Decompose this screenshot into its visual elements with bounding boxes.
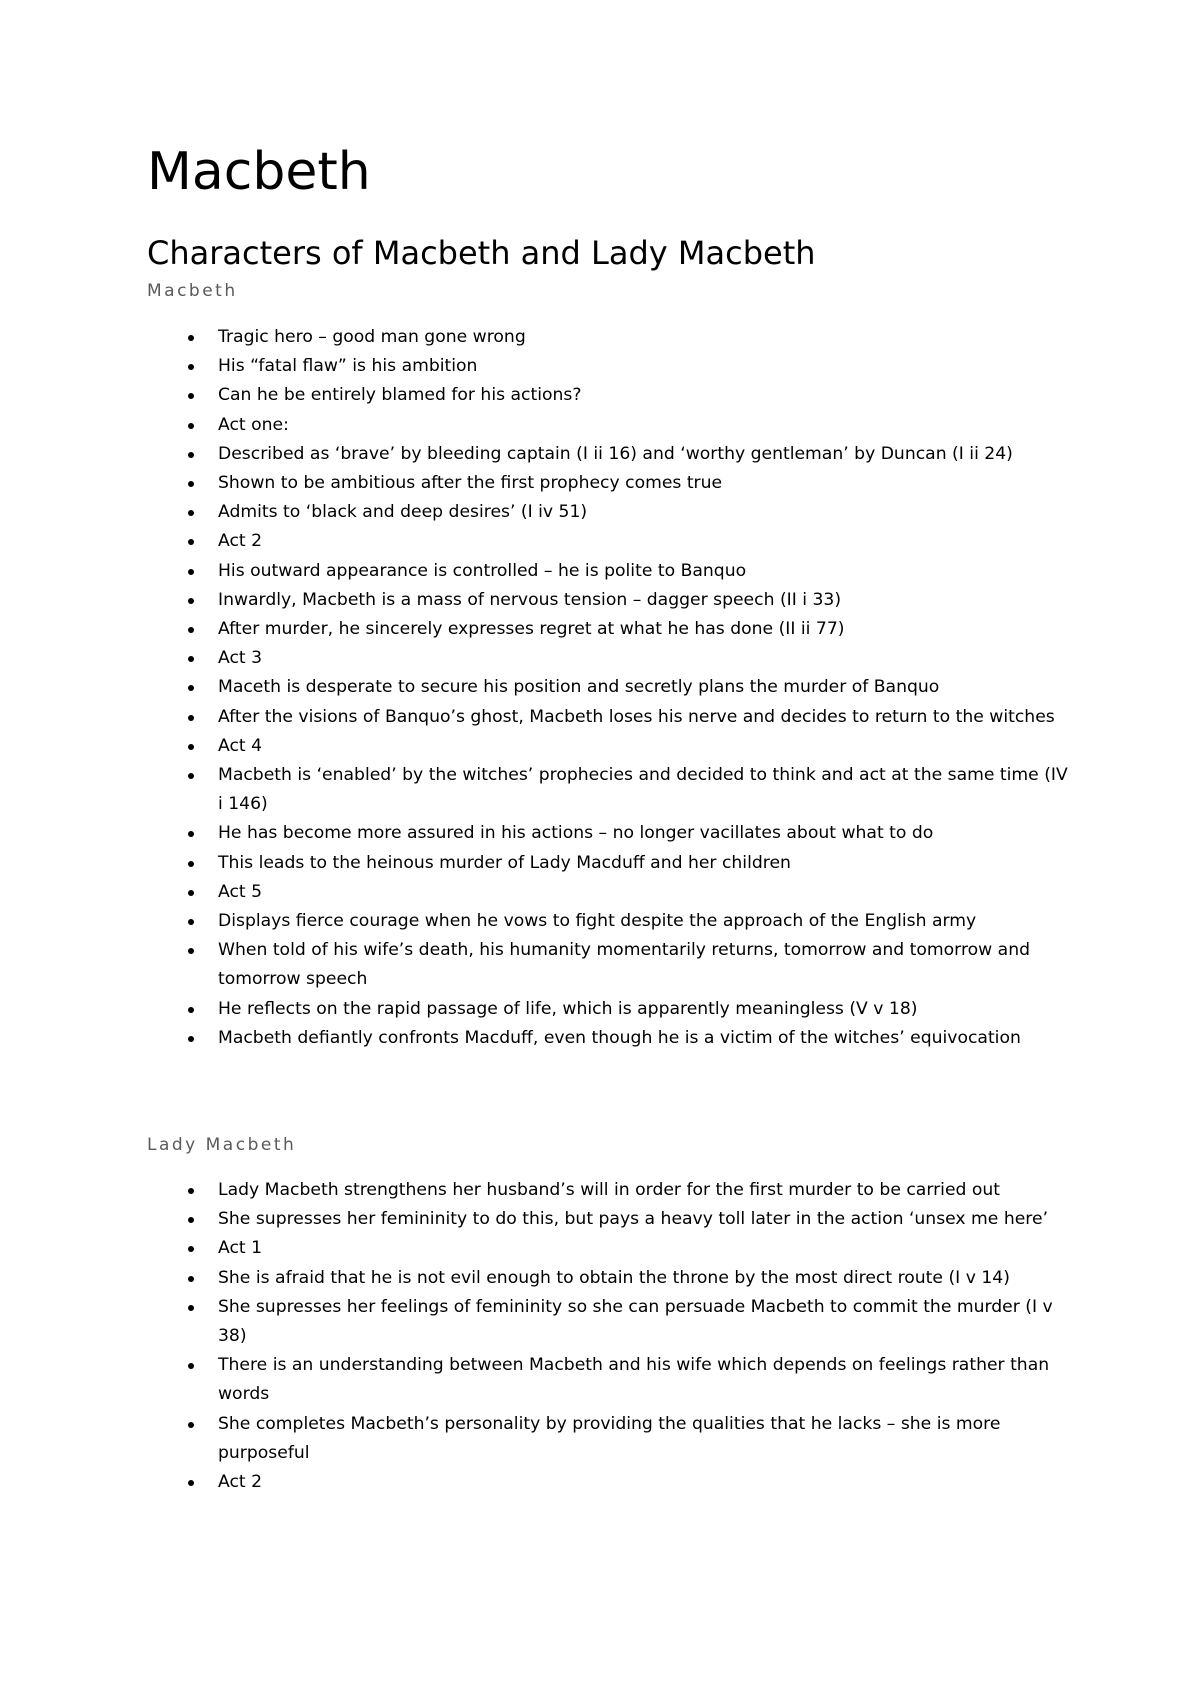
list-item-text: Act 5 xyxy=(218,881,263,902)
list-item xyxy=(188,673,1068,702)
list-item xyxy=(188,323,1068,352)
list-item-text: After murder, he sincerely expresses regret at what he has done (II ii 77) xyxy=(218,619,845,640)
list-item-text: Act 3 xyxy=(218,648,263,669)
list-item-text: Act one: xyxy=(218,414,289,435)
bullet-point-icon xyxy=(188,335,194,341)
list-item-text: Described as ‘brave’ by bleeding captain (I ii 16) and ‘worthy gentleman’ by Duncan (I ii 24) xyxy=(218,443,1013,464)
list-item xyxy=(188,1205,1068,1234)
list-item xyxy=(188,1024,1068,1053)
list-item xyxy=(188,557,1068,586)
list-item-text: This leads to the heinous murder of Lady Macduff and her children xyxy=(218,852,791,873)
bullet-list-lady-macbeth xyxy=(188,1176,1068,1497)
bullet-point-icon xyxy=(188,393,194,399)
list-item-text: She is afraid that he is not evil enough to obtain the throne by the most direct route (I v 14) xyxy=(218,1267,1010,1288)
list-item xyxy=(188,1468,1068,1497)
list-item xyxy=(188,615,1068,644)
bullet-point-icon xyxy=(188,510,194,516)
bullet-point-icon xyxy=(188,569,194,575)
list-item xyxy=(188,995,1068,1024)
list-item xyxy=(188,440,1068,469)
list-item-text: When told of his wife’s death, his humanity momentarily returns, tomorrow and tomorrow and tomorrow speech xyxy=(218,940,1031,990)
list-item xyxy=(188,1264,1068,1293)
list-item xyxy=(188,878,1068,907)
bullet-point-icon xyxy=(188,481,194,487)
list-item-text: Can he be entirely blamed for his actions? xyxy=(218,385,582,406)
list-item-text: Act 4 xyxy=(218,735,263,756)
bullet-point-icon xyxy=(188,1480,194,1486)
bullet-point-icon xyxy=(188,1217,194,1223)
list-item-text: She completes Macbeth’s personality by providing the qualities that he lacks – she is more purposeful xyxy=(218,1413,1001,1463)
bullet-point-icon xyxy=(188,861,194,867)
document-subtitle: Characters of Macbeth and Lady Macbeth xyxy=(147,234,816,272)
bullet-point-icon xyxy=(188,423,194,429)
bullet-point-icon xyxy=(188,715,194,721)
list-item-text: Maceth is desperate to secure his position and secretly plans the murder of Banquo xyxy=(218,677,940,698)
list-item-text: Act 2 xyxy=(218,531,263,552)
list-item xyxy=(188,586,1068,615)
section-heading-lady-macbeth: Lady Macbeth xyxy=(147,1135,297,1155)
list-item xyxy=(188,1293,1068,1351)
list-item xyxy=(188,1410,1068,1468)
bullet-point-icon xyxy=(188,948,194,954)
bullet-point-icon xyxy=(188,1188,194,1194)
list-item-text: Displays fierce courage when he vows to fight despite the approach of the English army xyxy=(218,911,977,932)
bullet-point-icon xyxy=(188,1036,194,1042)
list-item xyxy=(188,819,1068,848)
list-item xyxy=(188,498,1068,527)
bullet-point-icon xyxy=(188,685,194,691)
bullet-point-icon xyxy=(188,539,194,545)
list-item xyxy=(188,1234,1068,1263)
list-item xyxy=(188,411,1068,440)
list-item-text: Inwardly, Macbeth is a mass of nervous tension – dagger speech (II i 33) xyxy=(218,589,842,610)
bullet-point-icon xyxy=(188,364,194,370)
bullet-list-macbeth xyxy=(188,323,1068,1053)
section-heading-macbeth: Macbeth xyxy=(147,281,238,301)
list-item xyxy=(188,703,1068,732)
bullet-point-icon xyxy=(188,1305,194,1311)
list-item-text: Act 1 xyxy=(218,1238,263,1259)
bullet-point-icon xyxy=(188,1276,194,1282)
list-item xyxy=(188,1176,1068,1205)
list-item xyxy=(188,381,1068,410)
document-title: Macbeth xyxy=(147,142,371,202)
list-item-text: There is an understanding between Macbeth and his wife which depends on feelings rather than words xyxy=(218,1355,1050,1405)
list-item xyxy=(188,352,1068,381)
bullet-point-icon xyxy=(188,452,194,458)
list-item-text: Admits to ‘black and deep desires’ (I iv 51) xyxy=(218,502,588,523)
bullet-point-icon xyxy=(188,1422,194,1428)
list-item-text: Tragic hero – good man gone wrong xyxy=(218,327,526,347)
list-item xyxy=(188,732,1068,761)
list-item xyxy=(188,849,1068,878)
bullet-point-icon xyxy=(188,627,194,633)
list-item-text: She supresses her feelings of femininity so she can persuade Macbeth to commit the murder (I v 38) xyxy=(218,1296,1053,1347)
bullet-point-icon xyxy=(188,919,194,925)
bullet-point-icon xyxy=(188,1007,194,1013)
list-item-text: Act 2 xyxy=(218,1472,263,1493)
list-item xyxy=(188,761,1068,819)
bullet-point-icon xyxy=(188,1246,194,1252)
bullet-point-icon xyxy=(188,598,194,604)
list-item-text: Lady Macbeth strengthens her husband’s will in order for the first murder to be carried out xyxy=(218,1180,1001,1200)
list-item-text: Macbeth defiantly confronts Macduff, even though he is a victim of the witches’ equivocation xyxy=(218,1027,1021,1048)
list-item-text: Shown to be ambitious after the first prophecy comes true xyxy=(218,473,723,494)
list-item-text: His outward appearance is controlled – he is polite to Banquo xyxy=(218,560,747,581)
list-item xyxy=(188,469,1068,498)
list-item-text: Macbeth is ‘enabled’ by the witches’ prophecies and decided to think and act at the same time (IV i 146) xyxy=(218,765,1068,815)
list-item xyxy=(188,936,1068,994)
list-item xyxy=(188,907,1068,936)
list-item xyxy=(188,644,1068,673)
bullet-point-icon xyxy=(188,773,194,779)
list-item-text: He reflects on the rapid passage of life, which is apparently meaningless (V v 18) xyxy=(218,998,918,1019)
list-item-text: She supresses her femininity to do this, but pays a heavy toll later in the action ‘unsex me here’ xyxy=(218,1209,1049,1230)
list-item xyxy=(188,1351,1068,1409)
list-item xyxy=(188,527,1068,556)
bullet-point-icon xyxy=(188,656,194,662)
list-item-text: After the visions of Banquo’s ghost, Macbeth loses his nerve and decides to return to the witches xyxy=(218,706,1055,727)
list-item-text: He has become more assured in his actions – no longer vacillates about what to do xyxy=(218,823,934,844)
bullet-point-icon xyxy=(188,831,194,837)
bullet-point-icon xyxy=(188,1363,194,1369)
bullet-point-icon xyxy=(188,744,194,750)
list-item-text: His “fatal flaw” is his ambition xyxy=(218,356,478,377)
bullet-point-icon xyxy=(188,890,194,896)
